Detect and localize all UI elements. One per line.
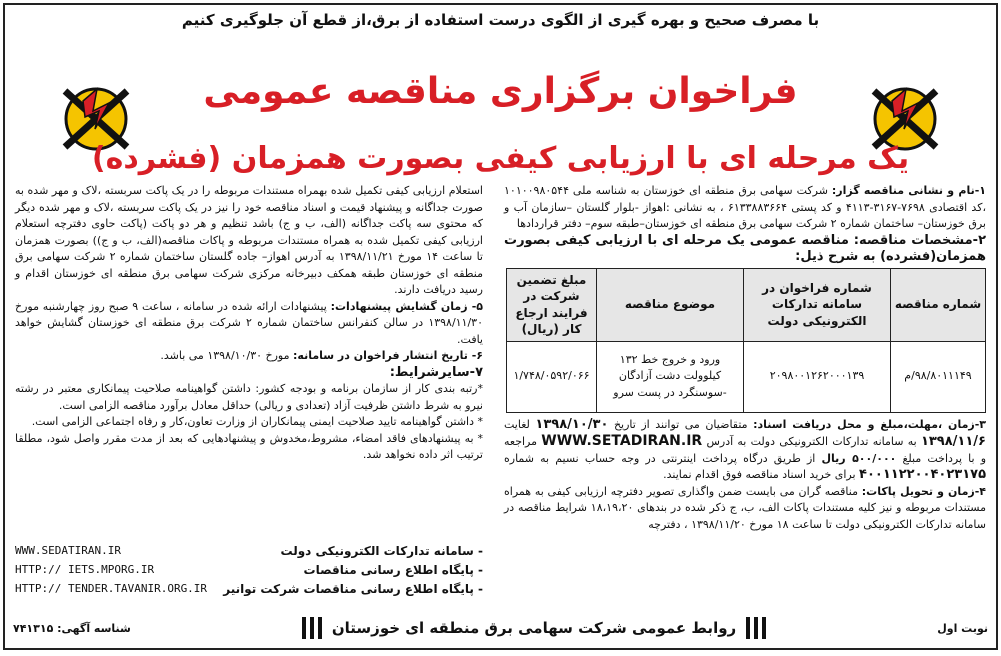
section-3-text: برای خرید اسناد مناقصه فوق اقدام نمایند. <box>663 468 860 481</box>
notice-subtitle: یک مرحله ای با ارزیابی کیفی بصورت همزمان (فشرده) <box>91 141 910 176</box>
table-row <box>507 341 986 412</box>
right-column <box>504 183 986 533</box>
table-header: شماره فراخوان در سامانه تدارکات الکترونیکی دولت <box>744 268 891 341</box>
section-1-heading: ۱-نام و نشانی مناقصه گزار: <box>831 184 986 197</box>
link-row <box>15 579 483 598</box>
condition-item: *رتبه بندی کار از سازمان برنامه و بودجه کشور: داشتن گواهینامه صلاحیت پیمانکاری معتبر در رشته نیرو به شرط داشتن ظرفیت آزاد (تعدادی و ریالی) حداقل معادل برآورد مناقصه الزامی است. <box>15 382 483 412</box>
left-column <box>15 183 483 464</box>
section-5-heading: ۵- زمان گشایش پیشنهادات: <box>330 299 483 313</box>
section-4-heading: ۴-زمان و تحویل پاکات: <box>861 484 986 498</box>
table-cell: ورود و خروج خط ۱۳۲ کیلوولت دشت آزادگان -سوسنگرد در پست سرو <box>597 341 744 412</box>
section-6 <box>15 348 483 365</box>
ad-id: شناسه آگهی: ۷۴۱۳۱۵ <box>13 621 131 635</box>
footer <box>5 614 996 642</box>
publication-round: نوبت اول <box>937 621 988 635</box>
table-header: مبلغ تضمین شرکت در فرایند ارجاع کار (ریال) <box>507 268 597 341</box>
section-3-heading: ۳-زمان ،مهلت،مبلغ و محل دریافت اسناد: <box>753 417 987 431</box>
table-cell: ۲۰۹۸۰۰۱۲۶۲۰۰۰۱۳۹ <box>744 341 891 412</box>
section-2 <box>504 233 986 266</box>
link-label: - سامانه تدارکات الکترونیکی دولت <box>280 543 483 558</box>
section-4 <box>504 484 986 534</box>
tender-table <box>506 268 986 413</box>
submission-text: استعلام ارزیابی کیفی تکمیل شده بهمراه مستندات مربوطه را در یک پاکت سربسته ،لاک و مهر شده به صورت جداگانه و پیشنهاد قیمت و اسناد مناقصه خود را نیز در یک پاکت سربسته ،لاک و مهر شده دیگر که محتوی سه پاکت جداگانه (الف، ب و ج) باشد تنظیم و هر دو پاکت (پاکت حاوی دفترچه استعلام ارزیابی کیفی تکمیل شده به همراه مستندات مربوطه و پاکات مناقصه(الف، ب و ج)) بصورت همزمان تا ساعت ۱۴ مورخ ۱۳۹۸/۱۱/۲۱ به آدرس اهواز– جاده گلستان ساختمان شماره ۲ شرکت سهامی برق منطقه ای خوزستان طبقه همکف دبیرخانه مرکزی شرکت سهامی برق منطقه ای خوزستان اقدام و رسید دریافت دارند. <box>15 184 483 296</box>
end-date: ۱۳۹۸/۱۱/۶ <box>920 434 986 449</box>
section-3-text: متقاضیان می توانند از تاریخ <box>608 417 754 431</box>
start-date: ۱۳۹۸/۱۰/۳۰ <box>535 416 609 432</box>
section-3-text: مراجعه و با پرداخت مبلغ <box>504 435 987 465</box>
section-1-text: شرکت سهامی برق منطقه ای خوزستان به شناسه ملی ۱۰۱۰۰۹۸۰۵۴۴ ،کد اقتصادی ۷۶۹۸-۳۱۶۷-۴۱۱۳ و کد پستی ۶۱۳۳۸۸۳۶۶۴ ، به نشانی :اهواز -بلوار گلستان –سازمان آب و برق خوزستان– ساختمان شماره ۲ شرکت سهامی برق منطقه ای خوزستان–طبقه سوم– دفتر قراردادها <box>504 184 986 230</box>
condition-item: * به پیشنهادهای فاقد امضاء، مشروط،مخدوش و پیشنهادهایی که بعد از مدت مقرر واصل شود، مطلقا ترتیب اثر داده نخواهد شد. <box>15 431 483 461</box>
table-header: موضوع مناقصه <box>597 268 744 341</box>
setadiran-link[interactable]: WWW.SETADIRAN.IR <box>541 433 703 449</box>
section-1 <box>504 183 986 233</box>
section-7-heading <box>15 365 483 382</box>
link-row <box>15 560 483 579</box>
section-3-text: لغایت <box>504 417 536 431</box>
link-url[interactable]: WWW.SEDATIRAN.IR <box>15 544 121 557</box>
table-cell: ۱/۷۴۸/۰۵۹۲/۰۶۶ <box>507 341 597 412</box>
divider-bars <box>744 617 768 639</box>
link-url[interactable]: HTTP:// TENDER.TAVANIR.ORG.IR <box>15 582 208 595</box>
publisher-name: روابط عمومی شرکت سهامی برق منطقه ای خوزستان <box>331 619 737 637</box>
link-label: - پایگاه اطلاع رسانی مناقصات شرکت توانیر <box>223 581 483 596</box>
slogan: با مصرف صحیح و بهره گیری از الگوی درست استفاده از برق،از قطع آن جلوگیری کنیم <box>181 11 820 29</box>
section-3 <box>504 417 986 484</box>
condition-item: * داشتن گواهینامه تایید صلاحیت ایمنی پیمانکاران از وزارت تعاون،کار و رفاه اجتماعی الزامی است. <box>31 415 483 428</box>
section-5-text: پیشنهادات ارائه شده در سامانه ، ساعت ۹ صبح روز چهارشنبه مورخ ۱۳۹۸/۱۱/۳۰ در سالن کنفرانس ساختمان شماره ۲ شرکت برق منطقه ای خوزستان گشایش خواهد یافت. <box>15 299 483 346</box>
fee-amount: ۵۰۰/۰۰۰ ریال <box>821 451 897 465</box>
table-cell: ۹۸/۸۰۱۱۱۴۹/م <box>891 341 986 412</box>
table-header-row <box>507 268 986 341</box>
section-2-heading: ۲-مشخصات مناقصه: مناقصه عمومی یک مرحله ای با ارزیابی کیفی بصورت همزمان(فشرده) به شرح ذیل: <box>504 232 986 264</box>
reference-links <box>15 541 483 598</box>
footer-publisher <box>300 617 768 639</box>
notice-title: فراخوان برگزاری مناقصه عمومی <box>203 71 798 112</box>
section-3-text: به سامانه تدارکات الکترونیکی دولت به آدرس <box>702 435 921 448</box>
tender-notice <box>3 3 998 650</box>
section-5 <box>15 299 483 349</box>
section-3-text: از طریق درگاه پرداخت اینترنتی در وجه حساب نسیم به شماره <box>504 451 822 465</box>
table-header: شماره مناقصه <box>891 268 986 341</box>
section-6-heading: ۶- تاریخ انتشار فراخوان در سامانه: <box>293 349 483 362</box>
link-row <box>15 541 483 560</box>
section-6-text: مورخ ۱۳۹۸/۱۰/۳۰ می باشد. <box>160 349 293 362</box>
link-label: - پایگاه اطلاع رسانی مناقصات <box>303 562 483 577</box>
link-url[interactable]: HTTP:// IETS.MPORG.IR <box>15 563 155 576</box>
account-number: ۴۰۰۱۱۲۲۰۰۴۰۲۳۱۷۵ <box>859 467 986 482</box>
section-4-text: مناقصه گران می بایست ضمن واگذاری تصویر دفترچه ارزیابی کیفی به همراه مستندات مربوطه و نیز کلیه مستندات پاکات الف، ب، ج ذکر شده در بندهای ۱۸،۱۹،۲۰ شرایط مناقصه در سامانه تدارکات الکترونیکی دولت تا ساعت ۱۸ مورخ ۱۳۹۸/۱۱/۲۰ ، دفترچه <box>504 484 986 531</box>
divider-bars <box>300 617 324 639</box>
section-7-heading-text: ۷-سایرشرایط: <box>389 364 483 380</box>
